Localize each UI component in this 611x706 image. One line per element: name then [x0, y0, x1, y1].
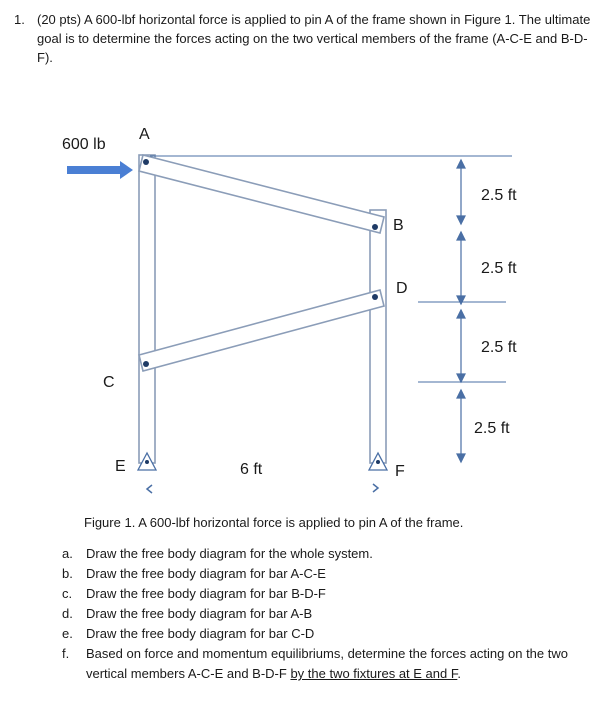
dimension-arrows: [457, 160, 465, 462]
dimension-label-4: 2.5 ft: [474, 420, 510, 437]
task-item: [62, 624, 602, 644]
task-list: [62, 544, 602, 684]
task-text: Draw the free body diagram for bar C-D: [86, 626, 315, 641]
figure-caption: Figure 1. A 600-lbf horizontal force is applied to pin A of the frame.: [84, 515, 464, 530]
task-item: [62, 584, 602, 604]
problem-points: (20 pts): [37, 12, 82, 27]
task-item: [62, 604, 602, 624]
task-text: Draw the free body diagram for bar B-D-F: [86, 586, 326, 601]
pin-d: [372, 294, 378, 300]
label-e: E: [115, 458, 126, 475]
task-marker: f.: [62, 646, 70, 661]
task-text: Draw the free body diagram for bar A-C-E: [86, 566, 326, 581]
task-marker: b.: [62, 566, 73, 581]
pin-b: [372, 224, 378, 230]
label-f: F: [395, 463, 405, 480]
task-text: Draw the free body diagram for the whole system.: [86, 546, 373, 561]
horizontal-dimension: 6 ft: [240, 461, 263, 478]
frame-figure: [0, 110, 611, 510]
dimension-label-1: 2.5 ft: [481, 187, 517, 204]
frame-diagram: [0, 110, 611, 510]
member-ab: [139, 155, 384, 233]
task-text-after: .: [457, 666, 461, 681]
label-b: B: [393, 217, 404, 234]
task-text-before: Based on force and momentum equilibriums, determine the forces acting on the two vertical members A-C-E and B-D-F: [86, 646, 568, 681]
pin-c: [143, 361, 149, 367]
pin-a: [143, 159, 149, 165]
force-arrow: [67, 161, 133, 179]
member-ace: [139, 155, 155, 463]
task-marker: d.: [62, 606, 73, 621]
label-c: C: [103, 374, 115, 391]
task-marker: a.: [62, 546, 73, 561]
member-cd: [139, 290, 384, 371]
member-bdf: [370, 210, 386, 463]
task-text: [86, 646, 568, 681]
task-item: [62, 544, 602, 564]
problem-text: A 600-lbf horizontal force is applied to pin A of the frame shown in Figure 1. The ultimate goal is to determine the forces acting on the two vertical members of the frame (A-C-E and B-D-F).: [37, 12, 591, 65]
task-item: [62, 564, 602, 584]
force-label: 600 lb: [62, 136, 106, 153]
label-d: D: [396, 280, 408, 297]
task-marker: e.: [62, 626, 73, 641]
dimension-label-2: 2.5 ft: [481, 260, 517, 277]
problem-statement: [37, 10, 597, 67]
task-item: [62, 644, 602, 684]
task-text-underlined: by the two fixtures at E and F: [290, 666, 458, 681]
dimension-label-3: 2.5 ft: [481, 339, 517, 356]
task-text: Draw the free body diagram for bar A-B: [86, 606, 313, 621]
label-a: A: [139, 126, 150, 143]
task-marker: c.: [62, 586, 73, 601]
problem-number: 1.: [14, 12, 25, 27]
